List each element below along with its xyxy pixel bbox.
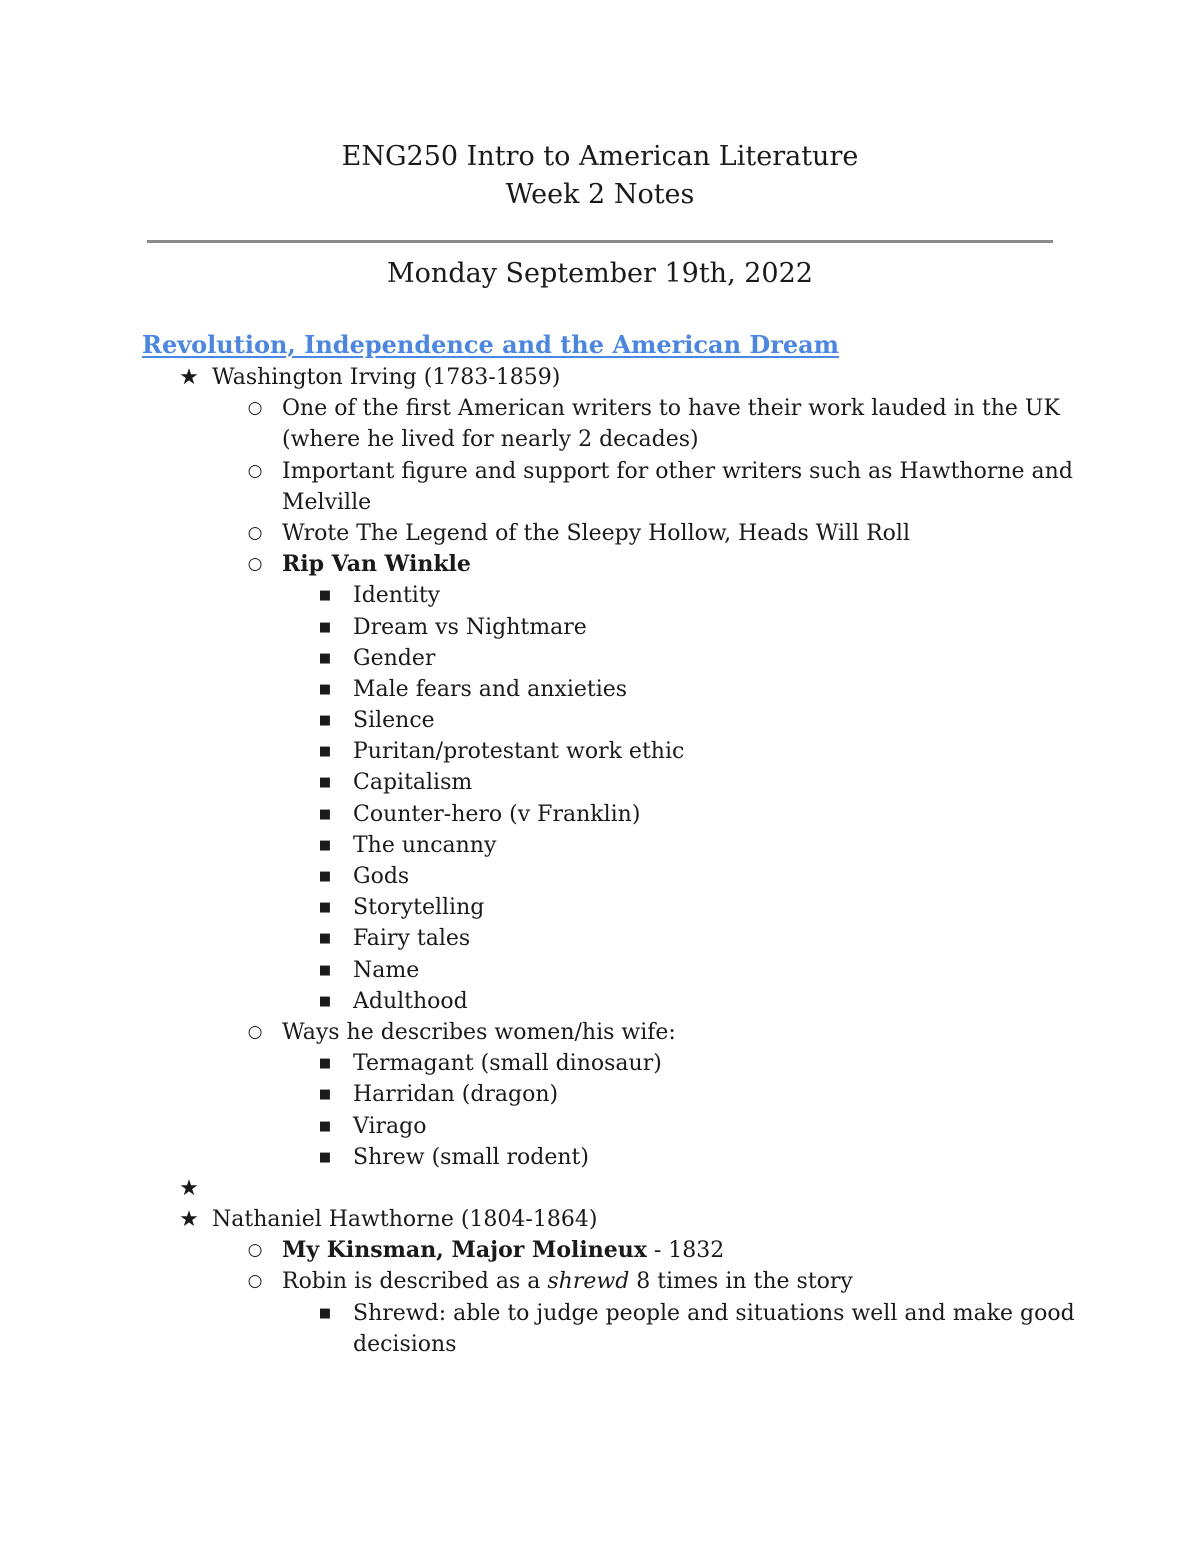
list-item — [0, 767, 1200, 798]
list-item-text: Adulthood — [353, 988, 468, 1014]
list-item-rip-van-winkle — [0, 549, 1200, 580]
list-item — [0, 643, 1200, 674]
list-item — [0, 612, 1200, 643]
hollow-circle-bullet-icon: ○ — [247, 460, 263, 481]
list-item — [0, 393, 1200, 424]
filled-square-bullet-icon: ■ — [318, 588, 332, 604]
kinsman-title: My Kinsman, Major Molineux — [282, 1237, 647, 1264]
shrewd-text-after: 8 times in the story — [629, 1269, 853, 1295]
list-item — [0, 986, 1200, 1017]
filled-square-bullet-icon: ■ — [318, 1149, 332, 1165]
list-item-irving — [0, 362, 1200, 393]
list-item-text: Virago — [353, 1113, 427, 1139]
list-item-definition — [0, 1298, 1200, 1329]
filled-square-bullet-icon: ■ — [318, 1118, 332, 1134]
list-item-text: Shrewd: able to judge people and situations well and make good — [353, 1300, 1075, 1326]
filled-square-bullet-icon: ■ — [318, 681, 332, 697]
list-item — [0, 955, 1200, 986]
document-title-block — [0, 138, 1200, 214]
list-item-continuation — [0, 424, 1200, 455]
list-item-text: Termagant (small dinosaur) — [353, 1051, 662, 1077]
filled-square-bullet-icon: ■ — [318, 1056, 332, 1072]
list-item — [0, 1048, 1200, 1079]
star-bullet-icon: ★ — [179, 1175, 199, 1201]
list-item — [0, 1079, 1200, 1110]
list-item-text: (where he lived for nearly 2 decades) — [282, 427, 699, 453]
list-item-text: Harridan (dragon) — [353, 1082, 559, 1108]
rip-themes-list — [0, 580, 1200, 1017]
filled-square-bullet-icon: ■ — [318, 775, 332, 791]
list-item-text: Name — [353, 957, 420, 983]
filled-square-bullet-icon: ■ — [318, 837, 332, 853]
list-item-text: Puritan/protestant work ethic — [353, 739, 685, 765]
filled-square-bullet-icon: ■ — [318, 806, 332, 822]
filled-square-bullet-icon: ■ — [318, 744, 332, 760]
list-item-text: One of the first American writers to have their work lauded in the UK — [282, 396, 1060, 422]
list-item — [0, 1111, 1200, 1142]
list-item-text: decisions — [353, 1331, 457, 1357]
list-item-text: Dream vs Nightmare — [353, 614, 587, 640]
list-item-text: Identity — [353, 583, 441, 609]
filled-square-bullet-icon: ■ — [318, 931, 332, 947]
kinsman-year: - 1832 — [646, 1238, 725, 1264]
filled-square-bullet-icon: ■ — [318, 869, 332, 884]
list-item-text: Important figure and support for other writers such as Hawthorne and — [282, 458, 1073, 484]
list-item-shrewd — [0, 1266, 1200, 1297]
list-item — [0, 799, 1200, 830]
hollow-circle-bullet-icon: ○ — [247, 1240, 263, 1261]
horizontal-rule — [147, 240, 1053, 243]
list-item-text: Counter-hero (v Franklin) — [353, 801, 641, 827]
hollow-circle-bullet-icon: ○ — [247, 1271, 263, 1292]
list-item-text: Ways he describes women/his wife: — [282, 1019, 676, 1045]
filled-square-bullet-icon: ■ — [318, 650, 332, 666]
list-item-women — [0, 1017, 1200, 1048]
list-item — [0, 892, 1200, 923]
hollow-circle-bullet-icon: ○ — [247, 1021, 263, 1042]
list-item-text: Male fears and anxieties — [353, 676, 628, 702]
filled-square-bullet-icon: ■ — [318, 993, 332, 1009]
list-item-text: Gender — [353, 645, 436, 671]
shrewd-text-before: Robin is described as a — [282, 1269, 548, 1295]
list-item — [0, 456, 1200, 487]
rip-van-winkle-title: Rip Van Winkle — [282, 551, 471, 578]
list-item-continuation — [0, 1329, 1200, 1360]
list-item — [0, 1142, 1200, 1173]
list-item — [0, 674, 1200, 705]
list-item-text: The uncanny — [353, 832, 497, 858]
list-item-text: Silence — [353, 708, 435, 734]
filled-square-bullet-icon: ■ — [318, 713, 332, 729]
list-item-text: Melville — [282, 489, 372, 515]
list-item-text: Storytelling — [353, 895, 485, 921]
list-item — [0, 861, 1200, 892]
filled-square-bullet-icon: ■ — [318, 1305, 332, 1321]
list-item-continuation — [0, 487, 1200, 518]
section-heading-link[interactable]: Revolution, Independence and the American Dream — [142, 330, 840, 359]
star-bullet-icon: ★ — [179, 1207, 199, 1233]
list-item-text: Wrote The Legend of the Sleepy Hollow, Heads Will Roll — [282, 520, 910, 546]
hollow-circle-bullet-icon: ○ — [247, 554, 263, 575]
notes-outline — [0, 362, 1200, 1360]
list-item — [0, 923, 1200, 954]
hollow-circle-bullet-icon: ○ — [247, 522, 263, 543]
filled-square-bullet-icon: ■ — [318, 1087, 332, 1103]
list-item — [0, 830, 1200, 861]
list-item — [0, 705, 1200, 736]
hollow-circle-bullet-icon: ○ — [247, 398, 263, 419]
list-item — [0, 518, 1200, 549]
list-item-text: Washington Irving (1783-1859) — [212, 365, 561, 390]
list-item-empty — [0, 1173, 1200, 1204]
filled-square-bullet-icon: ■ — [318, 962, 332, 978]
week-title: Week 2 Notes — [505, 179, 695, 210]
list-item — [0, 736, 1200, 767]
star-bullet-icon: ★ — [179, 365, 199, 390]
filled-square-bullet-icon: ■ — [318, 900, 332, 916]
date-heading: Monday September 19th, 2022 — [387, 258, 813, 289]
list-item-kinsman — [0, 1235, 1200, 1266]
list-item-text: Fairy tales — [353, 926, 471, 952]
list-item — [0, 580, 1200, 611]
list-item-text: Shrew (small rodent) — [353, 1144, 589, 1170]
list-item-hawthorne — [0, 1204, 1200, 1235]
list-item-text: Capitalism — [353, 770, 473, 796]
filled-square-bullet-icon: ■ — [318, 619, 332, 635]
list-item-text: Gods — [353, 864, 410, 889]
course-title: ENG250 Intro to American Literature — [341, 141, 859, 172]
shrewd-word: shrewd — [547, 1269, 630, 1295]
list-item-text: Nathaniel Hawthorne (1804-1864) — [212, 1207, 598, 1233]
women-terms-list — [0, 1048, 1200, 1173]
